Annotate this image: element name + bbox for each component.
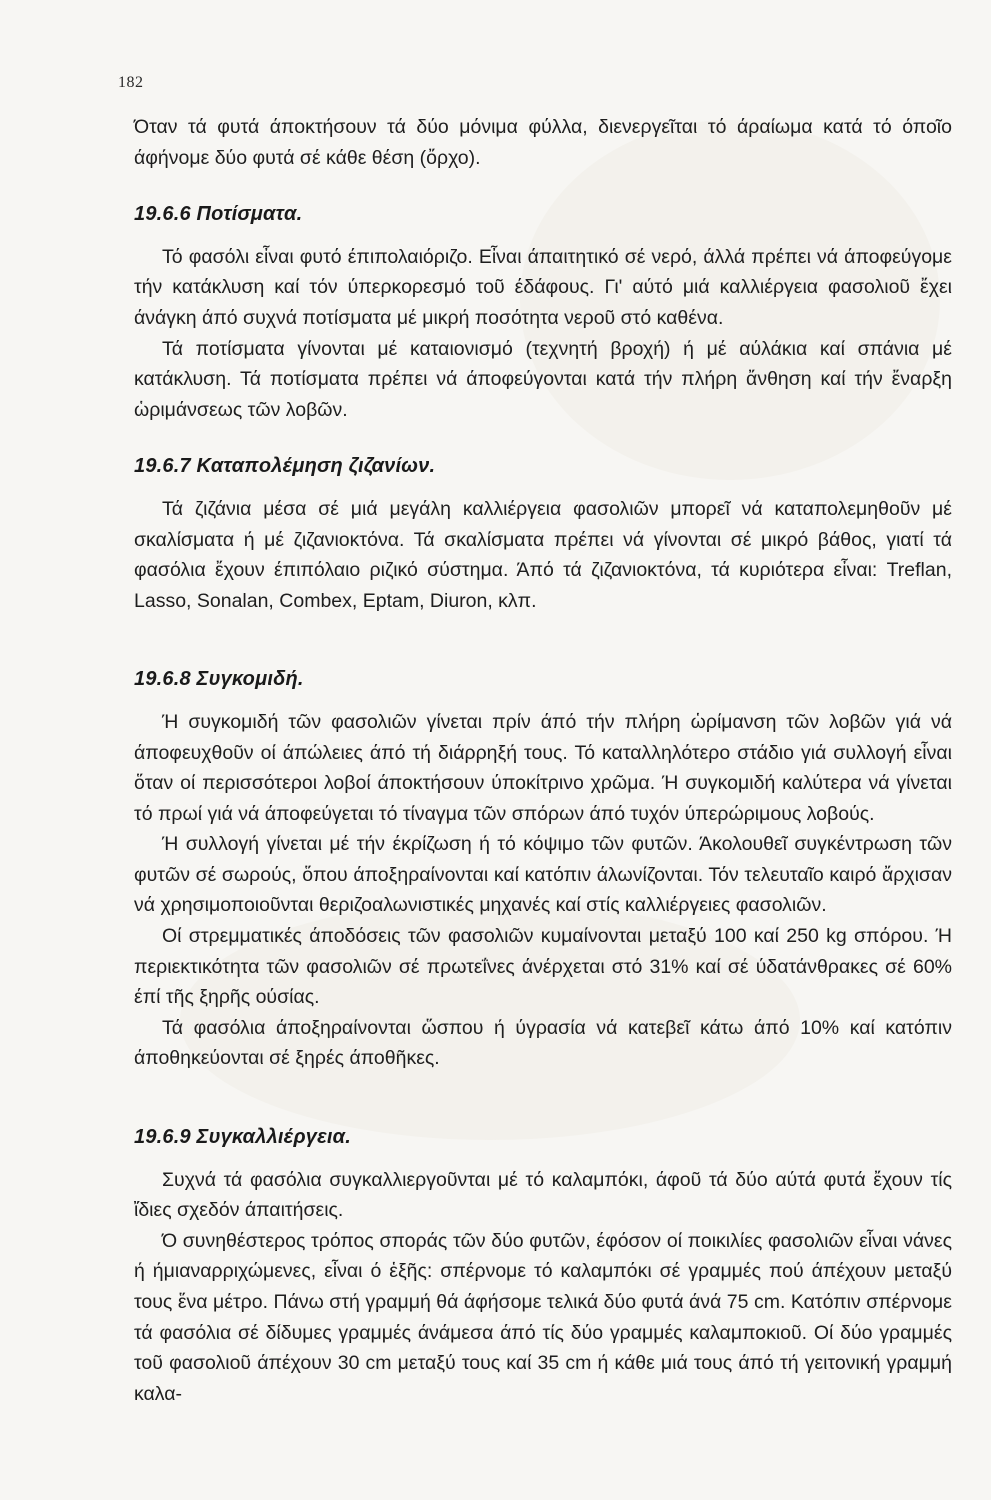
section-heading-harvest: 19.6.8 Συγκομιδή.: [134, 668, 304, 691]
paragraph: Τά φασόλια άποξηραίνονται ὥσπου ή ύγρασία νά κατεβεῖ κάτω άπό 10% καί κατόπιν άποθηκεύονται σέ ξηρές άποθῆκες.: [134, 1016, 952, 1070]
paragraph: Ό συνηθέστερος τρόπος σποράς τῶν δύο φυτῶν, έφόσον οί ποικιλίες φασολιῶν εἶναι νάνες ή ήμιαναρριχώμενες, εἶναι ό ἑξῆς: σπέρνομε τό καλαμπόκι σέ γραμμές πού άπέχουν μεταξύ τους ἕνα μέτρο. Πάνω στή γραμμή θά άφήσομε τελικά δύο φυτά άνά 75 cm. Κατόπιν σπέρνομε τά φασόλια σέ δίδυμες γραμμές άνάμεσα άπό τίς δύο γραμμές καλαμποκιοῦ. Οί δύο γραμμές τοῦ φασολιοῦ άπέχουν 30 cm μεταξύ τους καί 35 cm ή κάθε μιά τους άπό τή γειτονική γραμμή καλα-: [134, 1229, 952, 1405]
paragraph: Οί στρεμματικές άποδόσεις τῶν φασολιῶν κυμαίνονται μεταξύ 100 καί 250 kg σπόρου. Ή περιεκτικότητα τῶν φασολιῶν σέ πρωτεΐνες άνέρχεται στό 31% καί σέ ύδατάνθρακες σέ 60% έπί τῆς ξηρῆς ούσίας.: [134, 925, 952, 1009]
paragraph: Τό φασόλι εἶναι φυτό έπιπολαιόριζο. Εἶναι άπαιτητικό σέ νερό, άλλά πρέπει νά άποφεύγομε τήν κατάκλυση καί τόν ύπερκορεσμό τοῦ έδάφους. Γι' αύτό μιά καλλιέργεια φασολιοῦ ἔχει άνάγκη άπό συχνά ποτίσματα μέ μικρή ποσότητα νεροῦ στό καθένα.: [134, 245, 952, 329]
page-body: [134, 112, 952, 1409]
paragraph: Συχνά τά φασόλια συγκαλλιεργοῦνται μέ τό καλαμπόκι, άφοῦ τά δύο αύτά φυτά ἔχουν τίς ἴδιες σχεδόν άπαιτήσεις.: [134, 1168, 952, 1222]
paragraph: Ή συγκομιδή τῶν φασολιῶν γίνεται πρίν άπό τήν πλήρη ὡρίμανση τῶν λοβῶν γιά νά άποφευχθοῦν οί άπώλειες άπό τή διάρρηξή τους. Τό καταλληλότερο στάδιο γιά συλλογή εἶναι ὅταν οί περισσότεροι λοβοί άποκτήσουν ύποκίτρινο χρῶμα. Ή συγκομιδή καλύτερα νά γίνεται τό πρωί γιά νά άποφεύγεται τό τίναγμα τῶν σπόρων άπό τυχόν ύπερώριμους λοβούς.: [134, 710, 952, 825]
section-heading-intercropping: 19.6.9 Συγκαλλιέργεια.: [134, 1126, 351, 1149]
section-heading-weed-control: 19.6.7 Καταπολέμηση ζιζανίων.: [134, 455, 436, 478]
intro-paragraph: Όταν τά φυτά άποκτήσουν τά δύο μόνιμα φύλλα, διενεργεῖται τό άραίωμα κατά τό όποῖο άφήνομε δύο φυτά σέ κάθε θέση (ὄρχο).: [134, 116, 952, 169]
paragraph: Τά ποτίσματα γίνονται μέ καταιονισμό (τεχνητή βροχή) ή μέ αύλάκια καί σπάνια μέ κατάκλυση. Τά ποτίσματα πρέπει νά άποφεύγονται κατά τήν πλήρη ἄνθηση καί τήν ἔναρξη ὡριμάνσεως τῶν λοβῶν.: [134, 337, 952, 421]
paragraph: Τά ζιζάνια μέσα σέ μιά μεγάλη καλλιέργεια φασολιῶν μπορεῖ νά καταπολεμηθοῦν μέ σκαλίσματα ή μέ ζιζανιοκτόνα. Τά σκαλίσματα πρέπει νά γίνονται σέ μικρό βάθος, γιατί τά φασόλια ἔχουν έπιπόλαιο ριζικό σύστημα. Άπό τά ζιζανιοκτόνα, τά κυριότερα εἶναι: Treflan, Lasso, Sonalan, Combex, Eptam, Diuron, κλπ.: [134, 497, 952, 612]
paragraph: Ή συλλογή γίνεται μέ τήν έκρίζωση ή τό κόψιμο τῶν φυτῶν. Άκολουθεῖ συγκέντρωση τῶν φυτῶν σέ σωρούς, ὅπου άποξηραίνονται καί κατόπιν άλωνίζονται. Τόν τελευταῖο καιρό ἄρχισαν νά χρησιμοποιοῦνται θεριζοαλωνιστικές μηχανές καί στίς καλλιέργειες φασολιῶν.: [134, 833, 952, 917]
page-number: 182: [118, 74, 144, 91]
section-heading-potismata: 19.6.6 Ποτίσματα.: [134, 203, 303, 226]
